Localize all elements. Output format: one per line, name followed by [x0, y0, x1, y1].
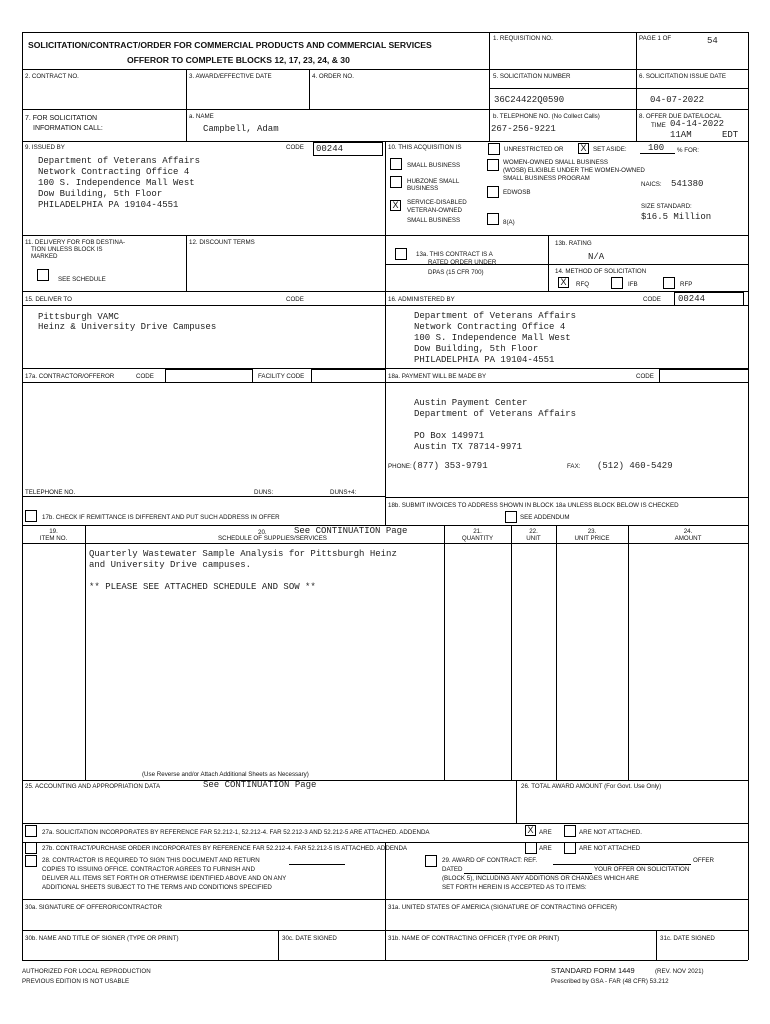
ifb-label: IFB	[628, 281, 638, 288]
c28-label-3: DELIVER ALL ITEMS SET FORTH OR OTHERWISE IDENTIFIED ABOVE AND ON ANY	[42, 875, 287, 882]
issued-by-line-4: Dow Building, 5th Floor	[38, 189, 163, 199]
administered-by-label: 16. ADMINISTERED BY	[388, 296, 455, 303]
item-no-num: 19.	[49, 528, 58, 535]
administered-by-line-4: Dow Building, 5th Floor	[414, 344, 539, 354]
c29-your-offer: YOUR OFFER ON SOLICITATION	[594, 866, 690, 873]
delivery-label-1: 11. DELIVERY FOR FOB DESTINA-	[25, 239, 126, 246]
size-standard: $16.5 Million	[641, 212, 712, 222]
solicitation-no-label: 5. SOLICITATION NUMBER	[493, 73, 571, 80]
award-date-label: 3. AWARD/EFFECTIVE DATE	[189, 73, 272, 80]
c29-offer: OFFER	[693, 857, 714, 864]
rating-value: N/A	[588, 252, 605, 262]
percent-for-label: % FOR:	[677, 147, 700, 154]
c28-checkbox[interactable]	[25, 855, 37, 867]
unrestricted-label: UNRESTRICTED OR	[504, 146, 564, 153]
telephone-label: TELEPHONE NO.	[25, 489, 76, 496]
rated-label-3: DPAS (15 CFR 700)	[428, 269, 484, 276]
rated-order-checkbox[interactable]	[395, 248, 407, 260]
wosb-label-1: WOMEN-OWNED SMALL BUSINESS	[503, 159, 608, 166]
c28-label-1: 28. CONTRACTOR IS REQUIRED TO SIGN THIS DOCUMENT AND RETURN	[42, 857, 260, 864]
payment-phone: (877) 353-9791	[412, 461, 488, 471]
c27b-label: 27b. CONTRACT/PURCHASE ORDER INCORPORATES BY REFERENCE FAR 52.212-4. FAR 52.212-5 IS ATTACHED. ADDENDA	[42, 845, 408, 852]
form-subtitle: OFFEROR TO COMPLETE BLOCKS 12, 17, 23, 24, & 30	[127, 55, 350, 65]
administered-by-line-3: 100 S. Independence Mall West	[414, 333, 571, 343]
due-timezone: EDT	[722, 130, 739, 140]
acquisition-label: 10. THIS ACQUISITION IS	[388, 144, 462, 151]
schedule-description-2: and University Drive campuses.	[89, 560, 252, 570]
discount-terms-label: 12. DISCOUNT TERMS	[189, 239, 255, 246]
remittance-checkbox[interactable]	[25, 510, 37, 522]
setaside-label: SET ASIDE:	[593, 146, 627, 153]
c27b-are-not-checkbox[interactable]	[564, 842, 576, 854]
wosb-label-3: SMALL BUSINESS PROGRAM	[503, 175, 590, 182]
requisition-label: 1. REQUISITION NO.	[493, 35, 553, 42]
rated-label-2: RATED ORDER UNDER	[428, 259, 497, 266]
s31c-label: 31c. DATE SIGNED	[660, 935, 715, 942]
facility-code-field[interactable]	[311, 369, 386, 383]
eight-a-checkbox[interactable]	[487, 213, 499, 225]
c27b-are-label: ARE	[539, 845, 552, 852]
deliver-to-label: 15. DELIVER TO	[25, 296, 72, 303]
issued-by-line-2: Network Contracting Office 4	[38, 167, 190, 177]
name-label: a. NAME	[189, 113, 214, 120]
payment-code-field	[659, 369, 749, 383]
supplies-label: SCHEDULE OF SUPPLIES/SERVICES	[218, 535, 327, 542]
duns4-label: DUNS+4:	[330, 489, 357, 496]
payment-line-4: PO Box 149971	[414, 431, 485, 441]
administered-by-code-label: CODE	[643, 296, 661, 303]
unit-price-num: 23.	[587, 528, 597, 535]
due-time-label: TIME	[651, 122, 666, 129]
footer-authorized: AUTHORIZED FOR LOCAL REPRODUCTION	[22, 968, 151, 975]
c28-label-2: COPIES TO ISSUING OFFICE. CONTRACTOR AGREES TO FURNISH AND	[42, 866, 255, 873]
administered-by-line-5: PHILADELPHIA PA 19104-4551	[414, 355, 555, 365]
setaside-checkbox[interactable]: X	[578, 143, 589, 154]
schedule-description-3: ** PLEASE SEE ATTACHED SCHEDULE AND SOW **	[89, 582, 316, 592]
administered-by-line-1: Department of Veterans Affairs	[414, 311, 577, 321]
s30c-label: 30c. DATE SIGNED	[282, 935, 337, 942]
form-title: SOLICITATION/CONTRACT/ORDER FOR COMMERCIAL PRODUCTS AND COMMERCIAL SERVICES	[28, 40, 432, 50]
c27a-checkbox[interactable]	[25, 825, 37, 837]
sdvosb-label-1: SERVICE-DISABLED	[407, 199, 467, 206]
addendum-checkbox[interactable]	[505, 511, 517, 523]
naics-label: NAICS:	[641, 181, 662, 188]
c28-label-4: ADDITIONAL SHEETS SUBJECT TO THE TERMS AND CONDITIONS SPECIFIED	[42, 884, 272, 891]
issued-by-line-5: PHILADELPHIA PA 19104-4551	[38, 200, 179, 210]
administered-by-line-2: Network Contracting Office 4	[414, 322, 566, 332]
c29-dated: DATED	[442, 866, 463, 873]
deliver-to-code-label: CODE	[286, 296, 304, 303]
payment-line-2: Department of Veterans Affairs	[414, 409, 577, 419]
order-no-label: 4. ORDER NO.	[312, 73, 354, 80]
page-total: 54	[707, 36, 718, 46]
c29-label-1: 29. AWARD OF CONTRACT: REF.	[442, 857, 538, 864]
information-call-label: INFORMATION CALL:	[33, 125, 103, 132]
quantity-num: 21.	[473, 528, 482, 535]
small-business-label: SMALL BUSINESS	[407, 162, 461, 169]
amount-label: AMOUNT	[674, 535, 702, 542]
naics-code: 541380	[671, 179, 704, 189]
hubzone-label-1: HUBZONE SMALL	[407, 178, 460, 185]
supplies-continuation: See CONTINUATION Page	[294, 526, 408, 536]
size-standard-label: SIZE STANDARD:	[641, 203, 692, 210]
footer-previous-edition: PREVIOUS EDITION IS NOT USABLE	[22, 978, 130, 985]
sdvosb-label-2: VETERAN-OWNED	[407, 207, 463, 214]
due-time: 11AM	[670, 130, 692, 140]
hubzone-label-2: BUSINESS	[407, 185, 439, 192]
administered-by-code: 00244	[678, 294, 706, 304]
c27a-are-not-label: ARE NOT ATTACHED.	[579, 829, 642, 836]
accounting-label: 25. ACCOUNTING AND APPROPRIATION DATA	[25, 783, 161, 790]
addendum-label: SEE ADDENDUM	[520, 514, 570, 521]
rfp-label: RFP	[680, 281, 693, 288]
facility-code-label: FACILITY CODE	[258, 373, 305, 380]
footer-form-number: STANDARD FORM 1449	[551, 966, 635, 975]
rfp-checkbox[interactable]	[663, 277, 675, 289]
c27a-are-not-checkbox[interactable]	[564, 825, 576, 837]
due-date: 04-14-2022	[670, 119, 725, 129]
see-schedule-checkbox[interactable]	[37, 269, 49, 281]
reverse-note: (Use Reverse and/or Attach Additional Sheets as Necessary)	[142, 771, 309, 778]
contact-phone: 267-256-9221	[491, 124, 556, 134]
payment-line-1: Austin Payment Center	[414, 398, 528, 408]
contract-no-label: 2. CONTRACT NO.	[25, 73, 79, 80]
small-business-checkbox[interactable]	[390, 158, 402, 170]
delivery-label-3: MARKED	[31, 253, 58, 260]
payment-label: 18a. PAYMENT WILL BE MADE BY	[388, 373, 487, 380]
ifb-checkbox[interactable]	[611, 277, 623, 289]
issued-by-code-label: CODE	[286, 144, 304, 151]
unit-price-label: UNIT PRICE	[574, 535, 610, 542]
supplies-num: 20.	[258, 529, 267, 536]
due-date-label: 8. OFFER DUE DATE/LOCAL	[639, 113, 722, 120]
issue-date: 04-07-2022	[650, 95, 705, 105]
amount-num: 24.	[683, 528, 693, 535]
wosb-checkbox[interactable]	[487, 159, 499, 171]
c27a-label: 27a. SOLICITATION INCORPORATES BY REFERENCE FAR 52.212-1, 52.212-4. FAR 52.212-3 AND 52.212-5 ARE ATTACHED. ADDENDA	[42, 829, 430, 836]
edwosb-label: EDWOSB	[503, 189, 531, 196]
s31b-label: 31b. NAME OF CONTRACTING OFFICER (TYPE OR PRINT)	[388, 935, 560, 942]
issue-date-label: 6. SOLICITATION ISSUE DATE	[639, 73, 726, 80]
c29-label-4: SET FORTH HEREIN IS ACCEPTED AS TO ITEMS:	[442, 884, 587, 891]
contractor-label: 17a. CONTRACTOR/OFFEROR	[25, 373, 115, 380]
see-schedule-label: SEE SCHEDULE	[58, 276, 106, 283]
payment-fax-label: FAX:	[567, 463, 581, 470]
unit-label: UNIT	[526, 535, 541, 542]
issued-by-line-1: Department of Veterans Affairs	[38, 156, 201, 166]
c27a-are-label: ARE	[539, 829, 552, 836]
for-solicitation-label: 7. FOR SOLICITATION	[25, 115, 98, 122]
method-label: 14. METHOD OF SOLICITATION	[555, 268, 647, 275]
solicitation-number: 36C24422Q0590	[494, 95, 565, 105]
rating-label: 13b. RATING	[555, 240, 592, 247]
unrestricted-checkbox[interactable]	[488, 143, 500, 155]
c29-checkbox[interactable]	[425, 855, 437, 867]
rated-label-1: 13a. THIS CONTRACT IS A	[416, 251, 493, 258]
delivery-label-2: TION UNLESS BLOCK IS	[31, 246, 103, 253]
c27b-are-checkbox[interactable]	[525, 842, 537, 854]
schedule-description-1: Quarterly Wastewater Sample Analysis for Pittsburgh Heinz	[89, 549, 397, 559]
payment-fax: (512) 460-5429	[597, 461, 673, 471]
setaside-percent: 100	[648, 143, 665, 153]
contractor-code-label: CODE	[136, 373, 154, 380]
quantity-label: QUANTITY	[461, 535, 494, 542]
issued-by-label: 9. ISSUED BY	[25, 144, 65, 151]
unit-num: 22.	[529, 528, 538, 535]
contact-name: Campbell, Adam	[203, 124, 279, 134]
rfq-checkbox[interactable]: X	[558, 277, 569, 288]
submit-invoices-label: 18b. SUBMIT INVOICES TO ADDRESS SHOWN IN BLOCK 18a UNLESS BLOCK BELOW IS CHECKED	[388, 502, 679, 509]
issued-by-code: 00244	[316, 144, 344, 154]
duns-label: DUNS:	[254, 489, 274, 496]
footer-revision: (REV. NOV 2021)	[655, 968, 704, 975]
c27b-checkbox[interactable]	[25, 842, 37, 854]
footer-prescribed: Prescribed by GSA - FAR (48 CFR) 53.212	[551, 978, 669, 985]
payment-line-5: Austin TX 78714-9971	[414, 442, 523, 452]
c29-label-3: (BLOCK 5), INCLUDING ANY ADDITIONS OR CHANGES WHICH ARE	[442, 875, 639, 882]
deliver-to-line-2: Heinz & University Drive Campuses	[38, 322, 217, 332]
rfq-label: RFQ	[576, 281, 590, 288]
wosb-label-2: (WOSB) ELIGIBLE UNDER THE WOMEN-OWNED	[503, 167, 645, 174]
sdvosb-label-3: SMALL BUSINESS	[407, 217, 461, 224]
accounting-value: See CONTINUATION Page	[203, 780, 317, 790]
remittance-label: 17b. CHECK IF REMITTANCE IS DIFFERENT AND PUT SUCH ADDRESS IN OFFER	[42, 514, 280, 521]
contractor-code-field[interactable]	[165, 369, 253, 383]
phone-label: b. TELEPHONE NO. (No Collect Calls)	[493, 113, 600, 120]
c27a-are-checkbox[interactable]: X	[525, 825, 536, 836]
s30b-label: 30b. NAME AND TITLE OF SIGNER (TYPE OR PRINT)	[25, 935, 179, 942]
s30a-label: 30a. SIGNATURE OF OFFEROR/CONTRACTOR	[25, 904, 162, 911]
total-award-label: 26. TOTAL AWARD AMOUNT (For Govt. Use Only)	[521, 783, 662, 790]
edwosb-checkbox[interactable]	[487, 186, 499, 198]
sdvosb-checkbox[interactable]: X	[390, 200, 401, 211]
s31a-label: 31a. UNITED STATES OF AMERICA (SIGNATURE OF CONTRACTING OFFICER)	[388, 904, 617, 911]
issued-by-line-3: 100 S. Independence Mall West	[38, 178, 195, 188]
item-no-label: ITEM NO.	[39, 535, 68, 542]
c27b-are-not-label: ARE NOT ATTACHED	[579, 845, 641, 852]
hubzone-checkbox[interactable]	[390, 176, 402, 188]
payment-code-label: CODE	[636, 373, 654, 380]
eight-a-label: 8(A)	[503, 219, 515, 226]
page-label: PAGE 1 OF	[639, 35, 672, 42]
deliver-to-line-1: Pittsburgh VAMC	[38, 312, 120, 322]
payment-phone-label: PHONE:	[388, 463, 412, 470]
